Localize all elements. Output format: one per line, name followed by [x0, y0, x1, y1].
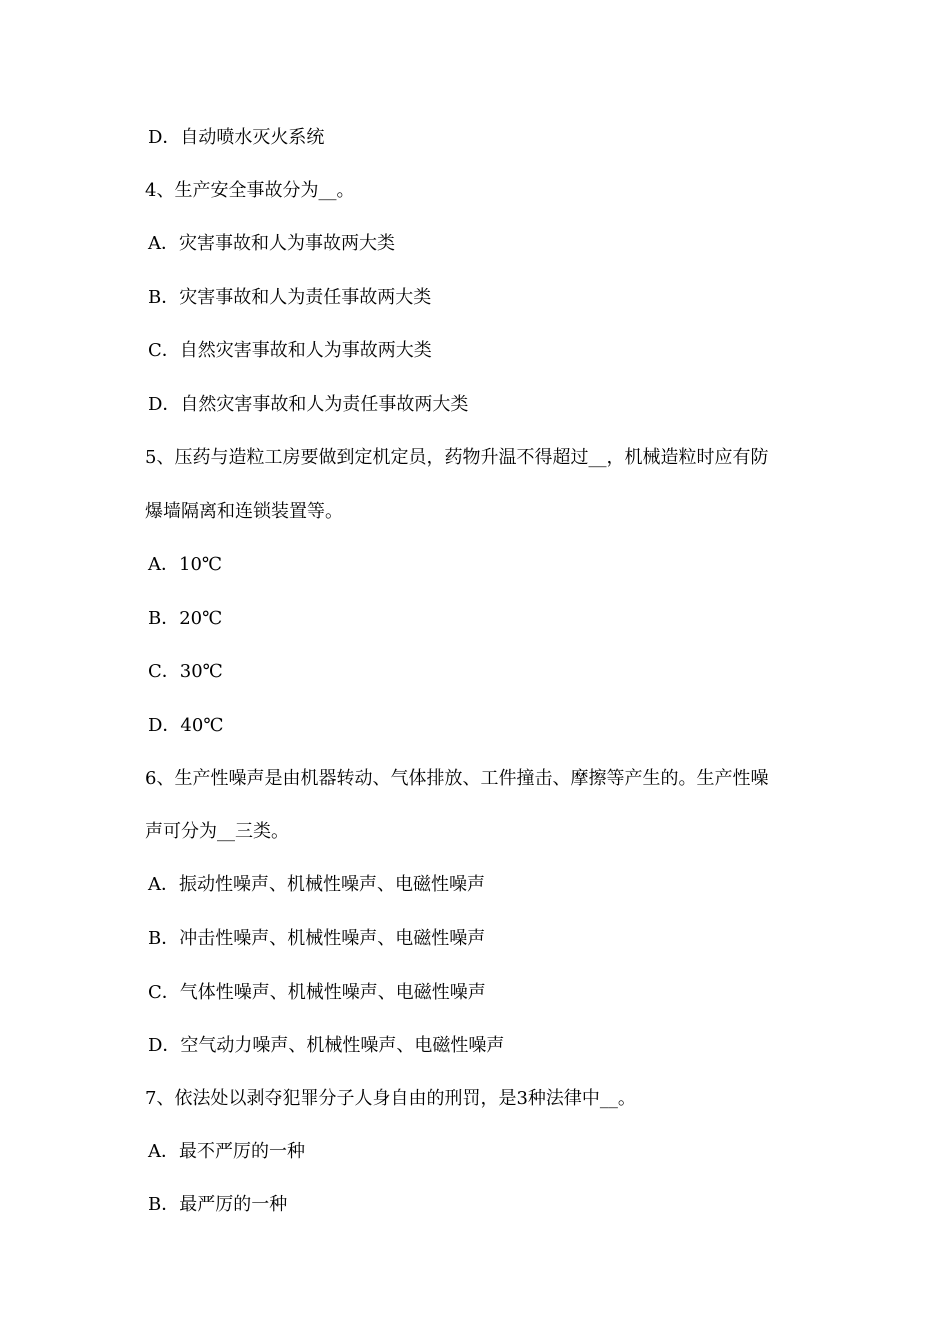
option-5a: A．10℃	[148, 554, 223, 575]
question-5-continued: 爆墙隔离和连锁装置等。	[145, 501, 343, 522]
question-6-continued: 声可分为__三类。	[145, 821, 289, 842]
option-7b: B．最严厉的一种	[148, 1194, 288, 1215]
question-5: 5、压药与造粒工房要做到定机定员，药物升温不得超过__，机械造粒时应有防	[145, 447, 769, 468]
question-6: 6、生产性噪声是由机器转动、气体排放、工件撞击、摩擦等产生的。生产性噪	[145, 768, 769, 789]
option-5d: D．40℃	[148, 715, 224, 736]
question-7: 7、依法处以剥夺犯罪分子人身自由的刑罚，是3种法律中__。	[145, 1088, 636, 1109]
option-5c: C．30℃	[148, 661, 223, 682]
option-4d: D．自然灾害事故和人为责任事故两大类	[148, 394, 469, 415]
option-5b: B．20℃	[148, 608, 223, 629]
option-6c: C．气体性噪声、机械性噪声、电磁性噪声	[148, 982, 486, 1003]
question-4: 4、生产安全事故分为__。	[145, 180, 355, 201]
option-4a: A．灾害事故和人为事故两大类	[148, 233, 395, 254]
option-3d: D．自动喷水灭火系统	[148, 127, 325, 148]
option-6b: B．冲击性噪声、机械性噪声、电磁性噪声	[148, 928, 486, 949]
option-7a: A．最不严厉的一种	[148, 1141, 305, 1162]
option-4c: C．自然灾害事故和人为事故两大类	[148, 340, 432, 361]
option-6d: D．空气动力噪声、机械性噪声、电磁性噪声	[148, 1035, 505, 1056]
option-4b: B．灾害事故和人为责任事故两大类	[148, 287, 432, 308]
option-6a: A．振动性噪声、机械性噪声、电磁性噪声	[148, 874, 485, 895]
